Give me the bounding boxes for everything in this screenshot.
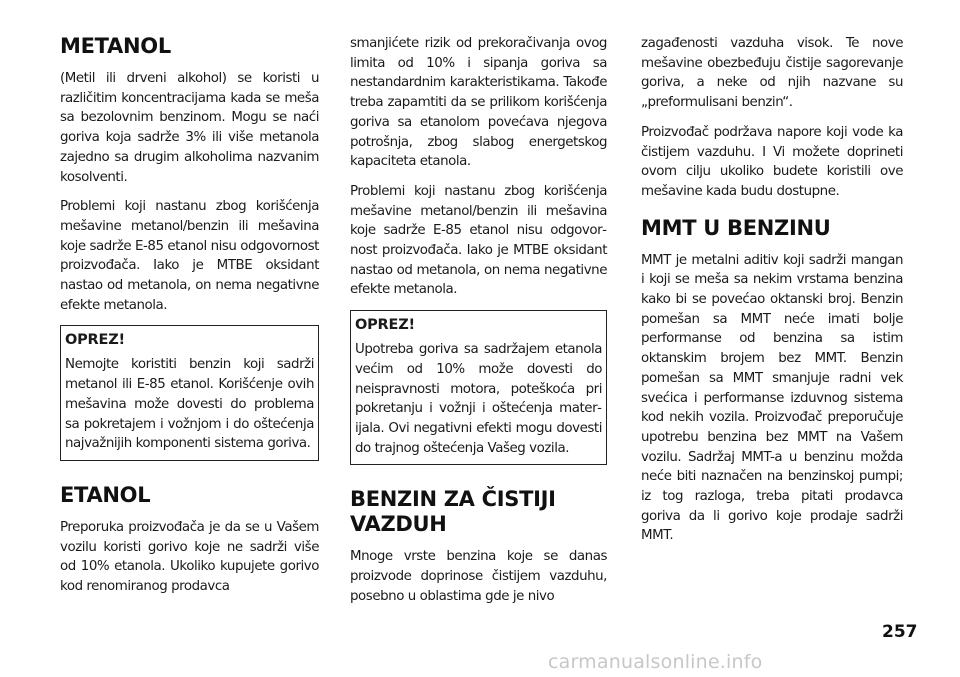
section-title-mmt: MMT U BENZINU (641, 215, 831, 240)
page-number: 257 (882, 622, 918, 642)
column-left (60, 34, 319, 607)
section-title-etanol: ETANOL (60, 482, 151, 507)
paragraph-etanol-3: Problemi koji nastanu zbog korišćenja mešavine metanol/benzin ili mešavina koje sadrže E-85 etanol nisu odgovornost proizvođača. Iako je MTBE oksidant nastao od metanola, on nema negativne efekte metanola. (350, 183, 607, 298)
section-title-line: VAZDUH (350, 512, 447, 537)
column-right (641, 34, 903, 556)
watermark: carmanualsonline.info (548, 651, 763, 673)
paragraph-benzin-3: Proizvođač podržava napore koji vode ka čistijem vazduhu. I Vi možete doprineti ovom cilju ukoliko budete koristili ove mešavine kada budu dostupne. (641, 124, 903, 199)
warning-title: OPREZ! (65, 332, 125, 349)
paragraph-etanol-1: Preporuka proizvođača je da se u Vašem vozilu koristi gorivo koje ne sadrži više od 10% etanola. Ukoliko kupujete gorivo kod renomiranog prodavca (60, 519, 319, 595)
warning-box-etanol (350, 310, 607, 465)
paragraph-etanol-2: smanjićete rizik od prekoračivanja ovog limita od 10% i sipanja goriva sa nestandardnim karakteristikama. Takođe treba zapamtiti da se prilikom korišćenja goriva sa etanolom povećava njegova potrošnja, zbog slabog energetskog kapaciteta etanola. (350, 36, 607, 170)
paragraph-benzin-1: Mnoge vrste benzina koje se danas proizvode doprinose čistijem vazduhu, posebno u oblastima gde je nivo (350, 549, 607, 604)
paragraph-mmt-1: MMT je metalni aditiv koji sadrži mangan i koji se meša sa nekim vrstama benzina kako bi se povećao oktanski broj. Benzin pomešan sa MMT neće imati bolje performanse od benzina sa istim oktanskim brojem bez MMT. Benzin pomešan sa MMT smanjuje radni vek svećica i performanse izduvnog sistema kod nekih vozila. Proizvođač preporučuje upotrebu benzina bez MMT na Vašem vozilu. Sadržaj MMT-a u benzinu možda neće biti naznačen na benzinskoj pumpi; iz tog razloga, treba pitati prodavca goriva da li gorivo koje prodaje sadrži MMT. (641, 252, 903, 544)
warning-box-metanol (60, 325, 319, 461)
warning-text: Upotreba goriva sa sadržajem etanola većim od 10% može dovesti do neispravnosti motora, poteškoća pri pokretanju i vožnji i oštećenja materijala. Ovi negativni efekti mogu dovesti do trajnog oštećenja Vašeg vozila. (355, 342, 602, 456)
section-title-metanol: METANOL (60, 34, 171, 58)
warning-title: OPREZ! (355, 317, 415, 334)
paragraph-benzin-2: zagađenosti vazduha visok. Te nove mešavine obezbeđuju čistije sagorevanje goriva, a neke od njih nazvane su „preformulisani benzin“. (641, 36, 903, 111)
paragraph-metanol-2: Problemi koji nastanu zbog korišćenja mešavine metanol/benzin ili mešavina koje sadrže E-85 etanol nisu odgovornost proizvođača. Iako je MTBE oksidant nastao od metanola, on nema negativne efekte metanola. (60, 199, 319, 313)
warning-text: Nemojte koristiti benzin koji sadrži metanol ili E-85 etanol. Korišćenje ovih mešavina može dovesti do problema sa pokretajem i vožnjom i do oštećenja najvažnijih komponenti sistema goriva. (65, 357, 314, 452)
paragraph-metanol-1: (Metil ili drveni alkohol) se koristi u različitim koncentracijama kada se meša sa bezolovnim benzinom. Mogu se naći goriva koja sadrže 3% ili više metanola zajedno sa drugim alkoholima nazvanim kosolventi. (60, 71, 319, 185)
section-title-line: BENZIN ZA ČISTIJI (350, 487, 556, 512)
column-middle (350, 34, 607, 616)
section-title-benzin (350, 487, 607, 537)
